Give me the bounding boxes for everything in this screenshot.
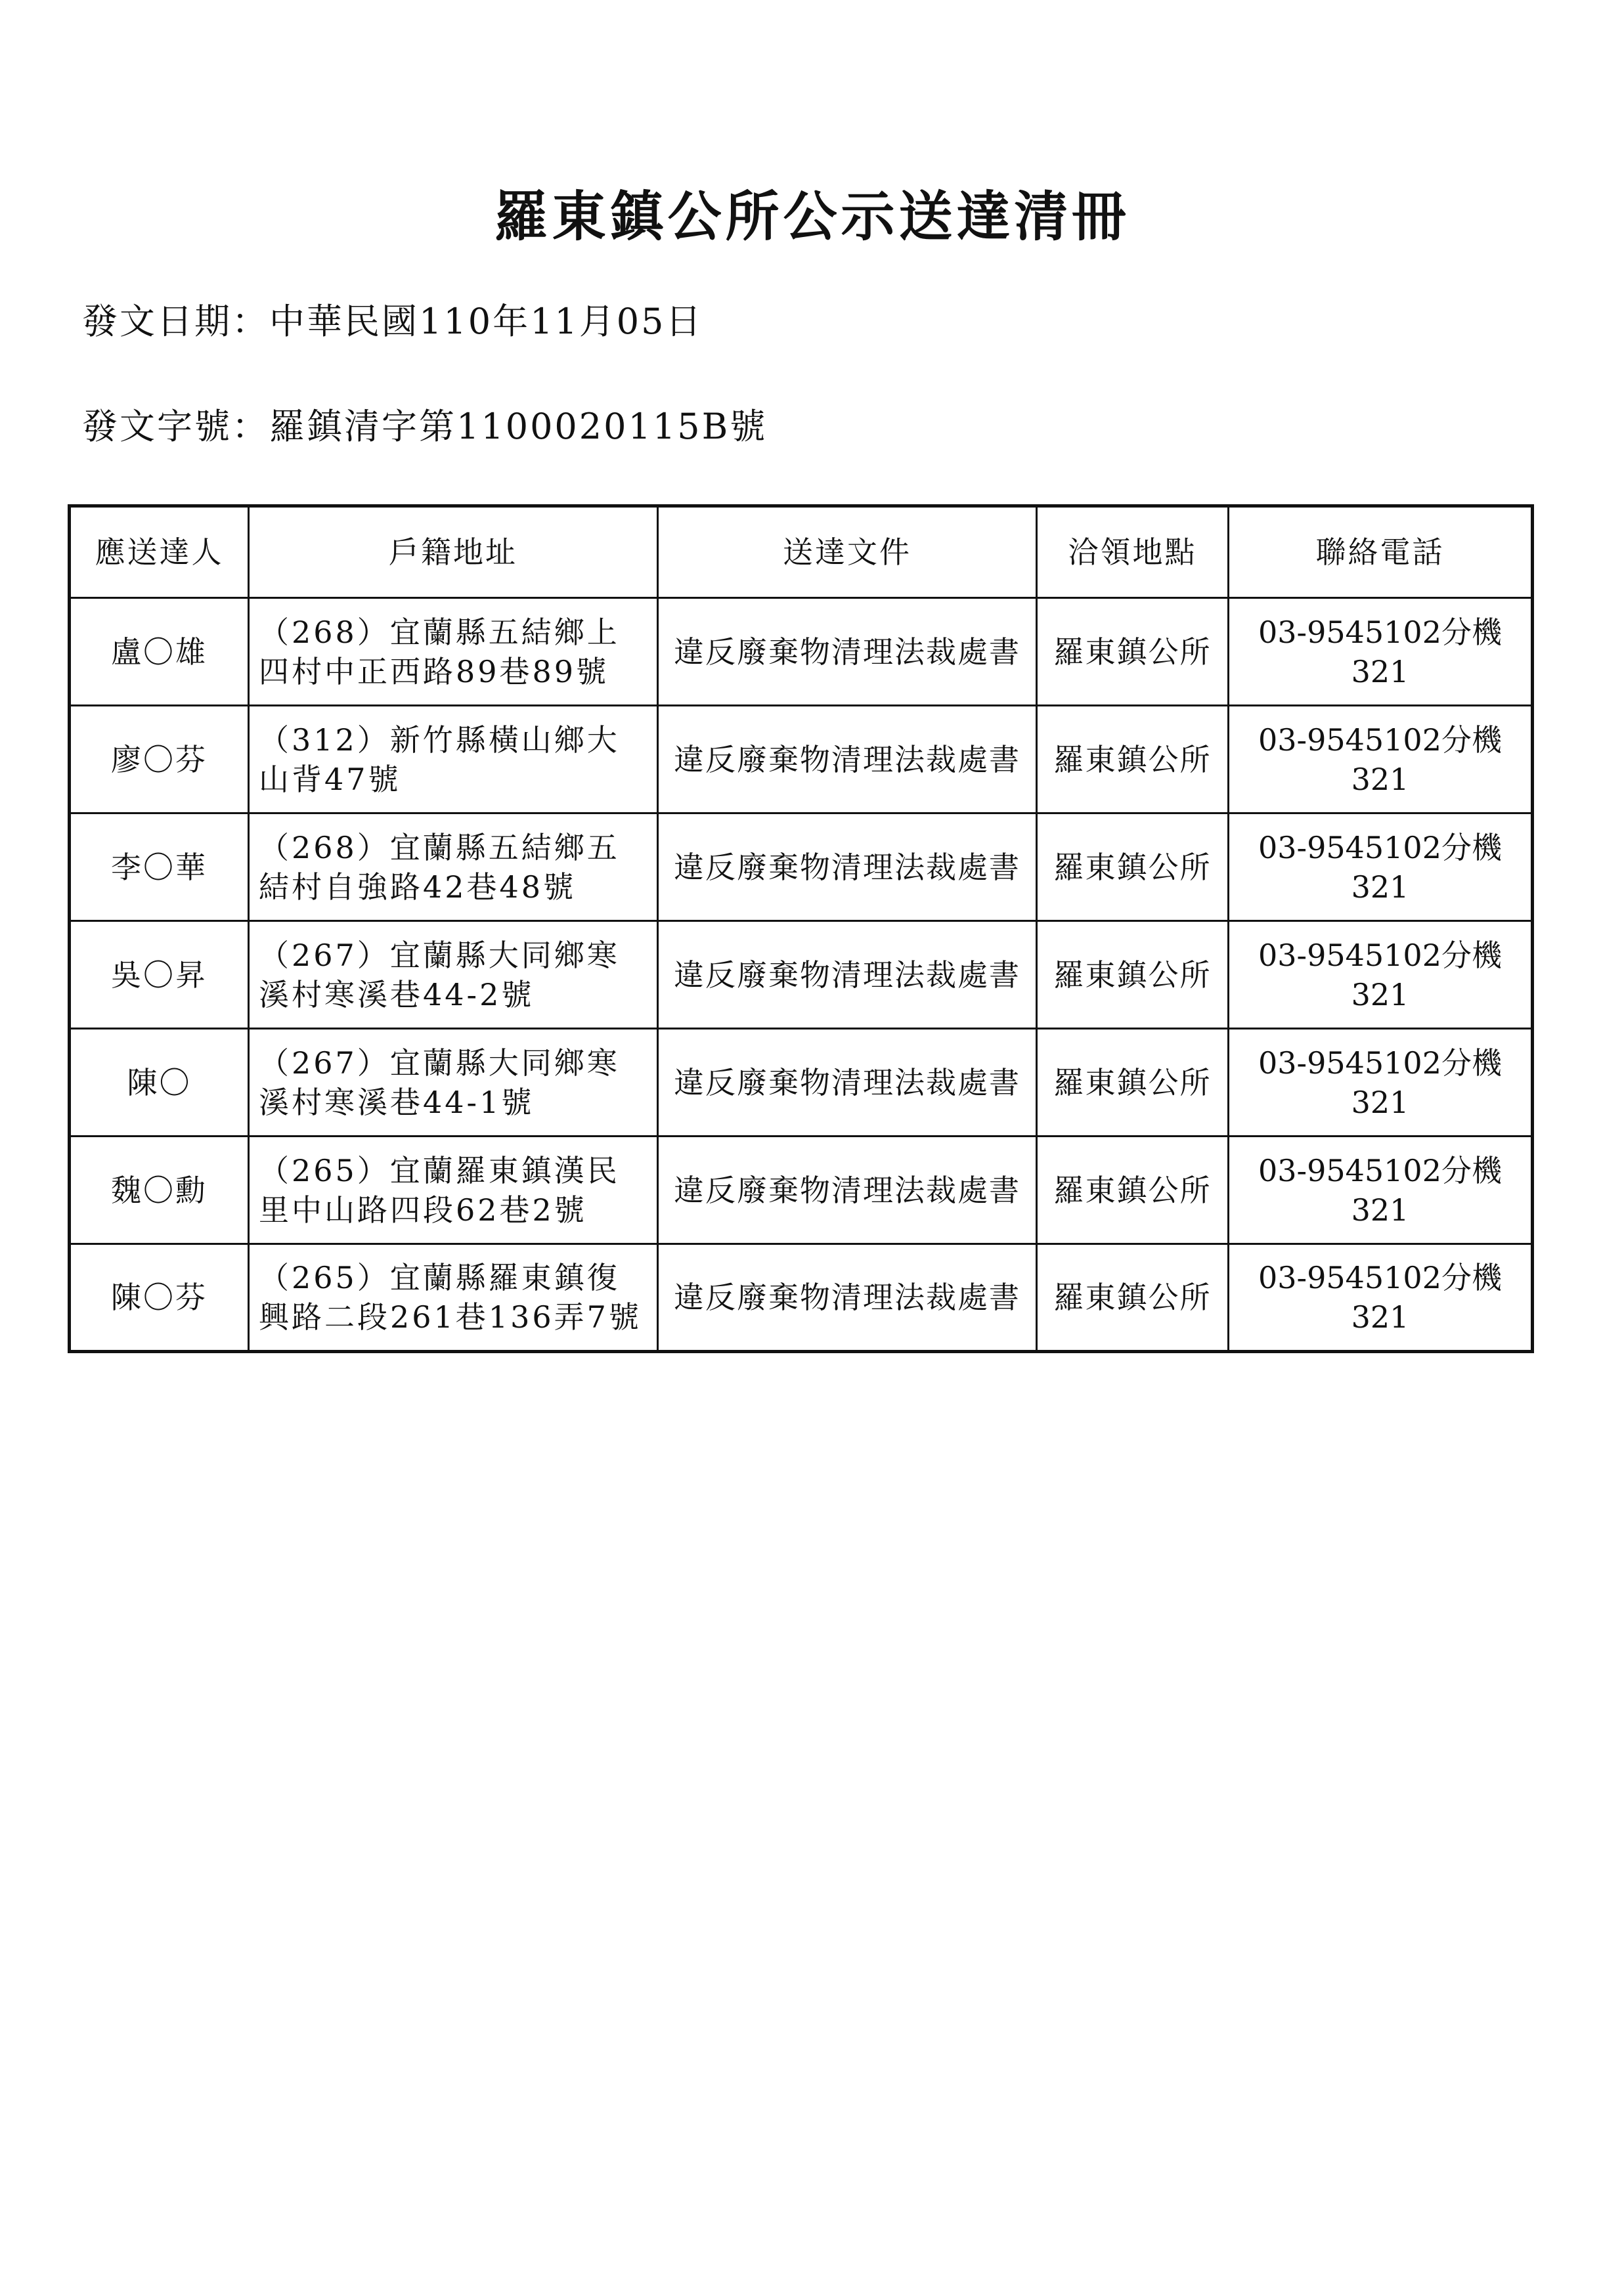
recipient-cell: 陳〇芬 [70,1244,249,1352]
reference-number: 發文字號：羅鎮清字第1100020115B號 [82,406,768,447]
phone-cell: 03-9545102分機321 [1229,1137,1533,1244]
phone-cell: 03-9545102分機321 [1229,813,1533,921]
document-cell: 違反廢棄物清理法裁處書 [658,1137,1037,1244]
recipient-cell: 吳〇昇 [70,921,249,1029]
pickup-cell: 羅東鎮公所 [1037,921,1229,1029]
pickup-cell: 羅東鎮公所 [1037,1137,1229,1244]
phone-cell: 03-9545102分機321 [1229,1244,1533,1352]
table-row [70,706,1533,813]
phone-cell: 03-9545102分機321 [1229,921,1533,1029]
address-cell: （268）宜蘭縣五結鄉上四村中正西路89巷89號 [249,598,658,706]
header-pickup-location: 洽領地點 [1037,506,1229,598]
pickup-cell: 羅東鎮公所 [1037,706,1229,813]
issue-date: 發文日期：中華民國110年11月05日 [82,301,703,342]
recipient-cell: 陳〇 [70,1029,249,1137]
header-recipient: 應送達人 [70,506,249,598]
phone-cell: 03-9545102分機321 [1229,706,1533,813]
pickup-cell: 羅東鎮公所 [1037,1244,1229,1352]
table-row [70,1029,1533,1137]
table-row [70,921,1533,1029]
address-cell: （265）宜蘭羅東鎮漢民里中山路四段62巷2號 [249,1137,658,1244]
phone-cell: 03-9545102分機321 [1229,1029,1533,1137]
document-cell: 違反廢棄物清理法裁處書 [658,1244,1037,1352]
address-cell: （267）宜蘭縣大同鄉寒溪村寒溪巷44-1號 [249,1029,658,1137]
table-row [70,813,1533,921]
recipient-cell: 魏〇勳 [70,1137,249,1244]
address-cell: （268）宜蘭縣五結鄉五結村自強路42巷48號 [249,813,658,921]
pickup-cell: 羅東鎮公所 [1037,1029,1229,1137]
address-cell: （267）宜蘭縣大同鄉寒溪村寒溪巷44-2號 [249,921,658,1029]
delivery-register-table [68,504,1534,1353]
header-address: 戶籍地址 [249,506,658,598]
document-cell: 違反廢棄物清理法裁處書 [658,813,1037,921]
table-row [70,1137,1533,1244]
recipient-cell: 李〇華 [70,813,249,921]
document-cell: 違反廢棄物清理法裁處書 [658,598,1037,706]
address-cell: （265）宜蘭縣羅東鎮復興路二段261巷136弄7號 [249,1244,658,1352]
pickup-cell: 羅東鎮公所 [1037,813,1229,921]
phone-cell: 03-9545102分機321 [1229,598,1533,706]
header-phone: 聯絡電話 [1229,506,1533,598]
address-cell: （312）新竹縣橫山鄉大山背47號 [249,706,658,813]
pickup-cell: 羅東鎮公所 [1037,598,1229,706]
recipient-cell: 盧〇雄 [70,598,249,706]
document-cell: 違反廢棄物清理法裁處書 [658,706,1037,813]
table-row [70,598,1533,706]
header-document: 送達文件 [658,506,1037,598]
document-cell: 違反廢棄物清理法裁處書 [658,1029,1037,1137]
document-title: 羅東鎮公所公示送達清冊 [494,185,1130,248]
table-row [70,1244,1533,1352]
table-header-row [70,506,1533,598]
document-cell: 違反廢棄物清理法裁處書 [658,921,1037,1029]
recipient-cell: 廖〇芬 [70,706,249,813]
